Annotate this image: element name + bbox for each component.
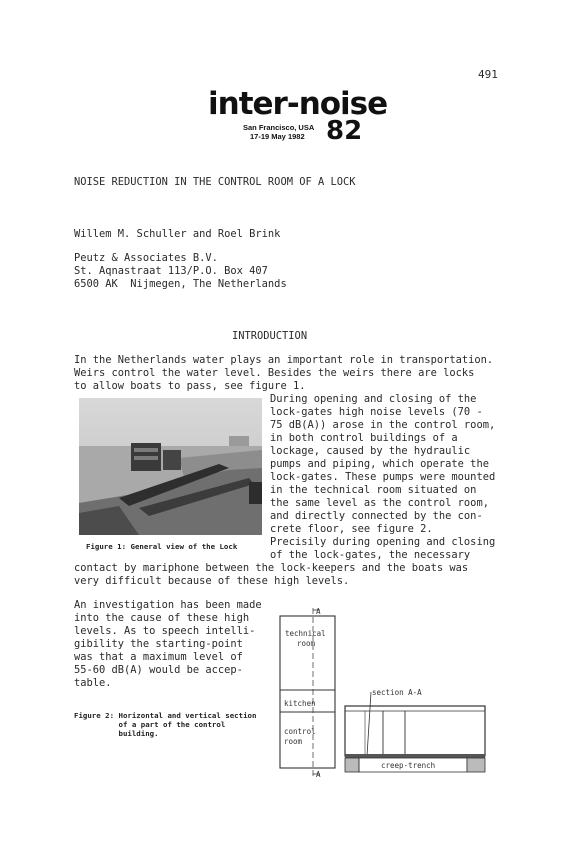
text-line: levels. As to speech intelli- [74,625,256,637]
conference-place: San Francisco, USA [243,123,315,132]
text-line: lock-gates high noise levels (70 - [270,406,483,418]
continuation-paragraph [74,562,468,588]
text-line: in the technical room situated on [270,484,477,496]
text-line: An investigation has been made [74,599,262,611]
figure-2-diagram [275,606,495,784]
label-control: control [284,727,316,736]
label-section: section A-A [372,688,422,697]
figure-2-caption: Figure 2: Horizontal and vertical section of a part of the control building. [74,711,257,738]
text-line: In the Netherlands water plays an important role in transportation. [74,354,494,366]
paper-authors: Willem M. Schuller and Roel Brink [74,228,281,240]
section-heading: INTRODUCTION [232,330,308,342]
text-line: 75 dB(A)) arose in the control room, [270,419,496,431]
figure-1-photo [79,398,262,535]
text-line: During opening and closing of the [270,393,477,405]
text-line: lock-gates. These pumps were mounted [270,471,496,483]
wrap-paragraph [270,393,495,562]
text-line: very difficult because of these high levels. [74,575,350,587]
paper-title: NOISE REDUCTION IN THE CONTROL ROOM OF A LOCK [74,176,356,188]
text-line: Precisily during opening and closing [270,536,496,548]
label-kitchen: kitchen [284,699,316,708]
page-number: 491 [478,68,498,81]
intro-paragraph [74,354,493,393]
conference-year: 82 [326,116,363,146]
label-a-bottom: A [316,770,321,779]
text-line: of the lock-gates, the necessary [270,549,471,561]
label-creep-trench: creep-trench [381,761,436,770]
affiliation-line: St. Aqnastraat 113/P.O. Box 407 [74,265,268,277]
section-diagram [275,606,495,784]
label-a-top: A [316,607,321,616]
section-outline [345,706,485,756]
affiliation-line: 6500 AK Nijmegen, The Netherlands [74,278,287,290]
text-line: Weirs control the water level. Besides the weirs there are locks [74,367,475,379]
text-line: pumps and piping, which operate the [270,458,489,470]
text-line: 55-60 dB(A) would be accep- [74,664,243,676]
text-line: lockage, caused by the hydraulic [270,445,471,457]
text-line: the same level as the control room, [270,497,489,509]
conference-date: 17-19 May 1982 [250,132,305,141]
text-line: gibility the starting-point [74,638,243,650]
text-line: to allow boats to pass, see figure 1. [74,380,306,392]
text-line: was that a maximum level of [74,651,243,663]
text-line: table. [74,677,112,689]
affiliation-line: Peutz & Associates B.V. [74,252,218,264]
investigation-paragraph [74,599,262,690]
text-line: in both control buildings of a [270,432,458,444]
label-technical: technical [285,629,326,638]
text-line: and directly connected by the con- [270,510,483,522]
label-room-2: room [284,737,303,746]
conference-logo: inter-noise [208,86,388,122]
affiliation [74,252,287,291]
text-line: contact by mariphone between the lock-keepers and the boats was [74,562,469,574]
text-line: crete floor, see figure 2. [270,523,433,535]
figure-1-caption: Figure 1: General view of the Lock [86,542,238,551]
text-line: into the cause of these high [74,612,250,624]
label-room-1: room [297,639,316,648]
lock-photo-image [79,398,262,535]
